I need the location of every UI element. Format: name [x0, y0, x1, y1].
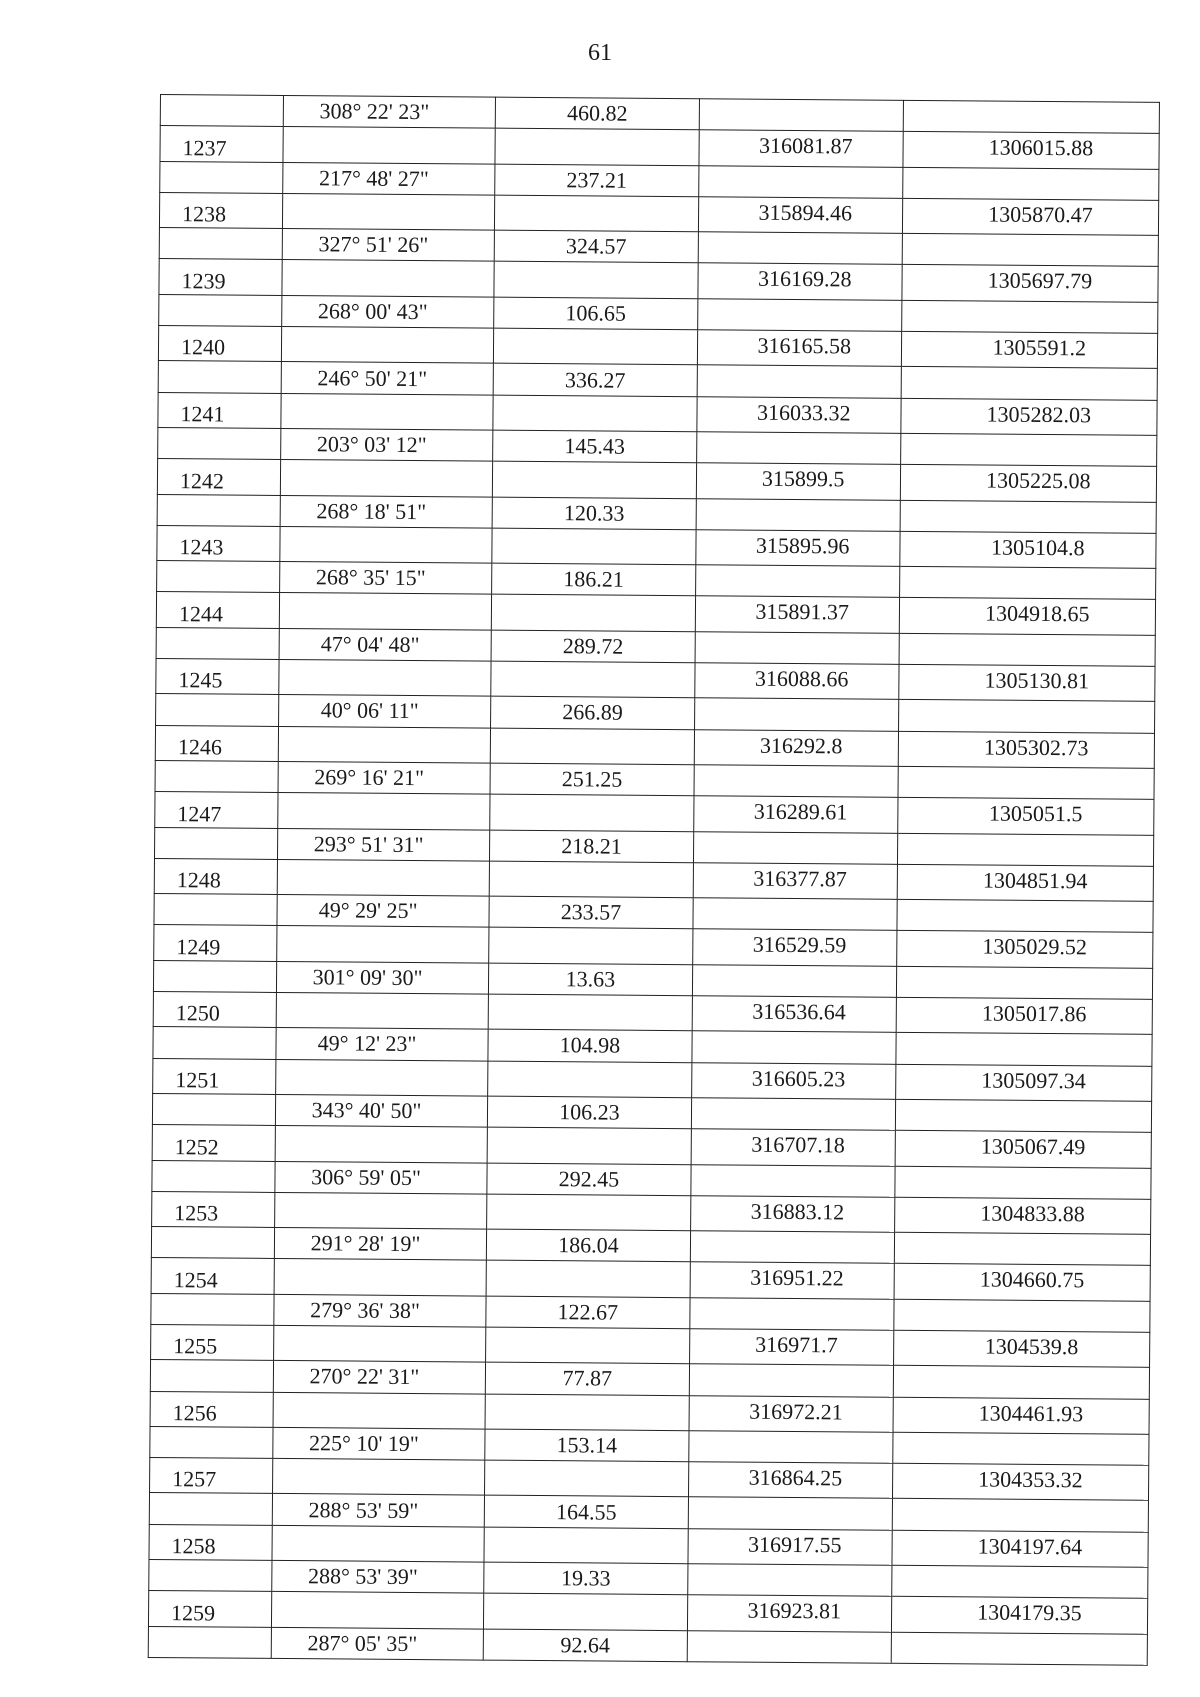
- point-id-cell: 1254: [151, 1258, 274, 1294]
- easting-cell: 1304851.94: [897, 864, 1154, 901]
- bearing-cell: 291° 28' 19": [274, 1228, 486, 1261]
- distance-cell: 164.55: [484, 1496, 688, 1529]
- northing-cell: 316169.28: [698, 263, 902, 300]
- empty-cell: [687, 1630, 891, 1663]
- easting-cell: 1305130.81: [898, 664, 1155, 701]
- point-id-cell: 1247: [155, 792, 278, 828]
- bearing-cell: 225° 10' 19": [273, 1427, 485, 1460]
- empty-cell: [691, 1164, 895, 1197]
- empty-cell: [697, 299, 901, 332]
- bearing-cell: 301° 09' 30": [277, 961, 489, 994]
- empty-cell: [697, 365, 901, 398]
- empty-cell: [278, 793, 490, 830]
- empty-cell: [150, 1360, 273, 1392]
- empty-cell: [279, 660, 491, 697]
- point-id-cell: 1256: [150, 1391, 273, 1427]
- northing-cell: 316033.32: [697, 396, 901, 433]
- distance-cell: 13.63: [488, 963, 692, 996]
- distance-cell: 120.33: [492, 497, 696, 530]
- empty-cell: [695, 631, 899, 664]
- empty-cell: [896, 1033, 1153, 1066]
- northing-cell: 316951.22: [690, 1262, 894, 1299]
- empty-cell: [277, 859, 489, 896]
- empty-cell: [156, 694, 279, 726]
- easting-cell: 1304461.93: [893, 1397, 1150, 1434]
- empty-cell: [690, 1231, 894, 1264]
- empty-cell: [891, 1565, 1148, 1598]
- empty-cell: [693, 898, 897, 931]
- distance-cell: 19.33: [484, 1562, 688, 1595]
- point-id-cell: 1240: [158, 326, 281, 362]
- empty-cell: [148, 1626, 271, 1658]
- empty-cell: [694, 765, 898, 798]
- northing-cell: 316165.58: [697, 330, 901, 367]
- distance-cell: 104.98: [488, 1029, 692, 1062]
- empty-cell: [275, 1192, 487, 1229]
- empty-cell: [283, 127, 495, 164]
- northing-cell: 316536.64: [692, 996, 896, 1033]
- empty-cell: [158, 361, 281, 393]
- point-id-cell: 1239: [159, 259, 282, 295]
- bearing-cell: 287° 05' 35": [271, 1627, 483, 1660]
- empty-cell: [274, 1259, 486, 1296]
- point-id-cell: 1241: [158, 392, 281, 428]
- empty-cell: [159, 294, 282, 326]
- bearing-cell: 246° 50' 21": [281, 362, 493, 395]
- easting-cell: 1304353.32: [892, 1463, 1149, 1500]
- bearing-cell: 49° 29' 25": [277, 895, 489, 928]
- northing-cell: 316971.7: [689, 1329, 893, 1366]
- easting-cell: 1305067.49: [895, 1131, 1152, 1168]
- empty-cell: [151, 1293, 274, 1325]
- empty-cell: [278, 726, 490, 763]
- empty-cell: [691, 1098, 895, 1131]
- distance-cell: 153.14: [485, 1429, 689, 1462]
- distance-cell: 324.57: [494, 230, 698, 263]
- page-number: 61: [588, 40, 612, 66]
- easting-cell: 1305097.34: [895, 1064, 1152, 1101]
- empty-cell: [902, 234, 1159, 267]
- northing-cell: 316088.66: [695, 663, 899, 700]
- empty-cell: [488, 994, 692, 1031]
- empty-cell: [157, 494, 280, 526]
- empty-cell: [272, 1525, 484, 1562]
- empty-cell: [282, 260, 494, 297]
- bearing-cell: 269° 16' 21": [278, 761, 490, 794]
- empty-cell: [696, 498, 900, 531]
- northing-cell: 316081.87: [699, 130, 903, 167]
- distance-cell: 292.45: [487, 1163, 691, 1196]
- empty-cell: [903, 100, 1160, 133]
- empty-cell: [489, 861, 693, 898]
- distance-cell: 218.21: [489, 830, 693, 863]
- empty-cell: [895, 1099, 1152, 1132]
- empty-cell: [153, 960, 276, 992]
- empty-cell: [483, 1593, 687, 1630]
- empty-cell: [274, 1325, 486, 1362]
- easting-cell: 1305029.52: [896, 931, 1153, 968]
- easting-cell: 1304660.75: [894, 1264, 1151, 1301]
- empty-cell: [485, 1460, 689, 1497]
- distance-cell: 186.04: [486, 1229, 690, 1262]
- point-id-cell: 1259: [148, 1591, 271, 1627]
- empty-cell: [487, 1127, 691, 1164]
- empty-cell: [898, 700, 1155, 733]
- distance-cell: 266.89: [491, 696, 695, 729]
- easting-cell: 1305591.2: [901, 331, 1158, 368]
- empty-cell: [277, 926, 489, 963]
- empty-cell: [695, 565, 899, 598]
- empty-cell: [280, 526, 492, 563]
- point-id-cell: 1237: [160, 126, 283, 162]
- empty-cell: [156, 627, 279, 659]
- northing-cell: 315894.46: [698, 197, 902, 234]
- empty-cell: [273, 1392, 485, 1429]
- distance-cell: 289.72: [491, 630, 695, 663]
- empty-cell: [152, 1093, 275, 1125]
- northing-cell: 316289.61: [694, 796, 898, 833]
- bearing-cell: 47° 04' 48": [279, 628, 491, 661]
- northing-cell: 316917.55: [688, 1528, 892, 1565]
- easting-cell: 1305302.73: [898, 731, 1155, 768]
- empty-cell: [492, 528, 696, 565]
- empty-cell: [488, 1061, 692, 1098]
- empty-cell: [900, 433, 1157, 466]
- northing-cell: 315899.5: [696, 463, 900, 500]
- empty-cell: [902, 167, 1159, 200]
- northing-cell: 316707.18: [691, 1129, 895, 1166]
- point-id-cell: 1244: [156, 592, 279, 628]
- empty-cell: [160, 95, 283, 127]
- empty-cell: [490, 794, 694, 831]
- point-id-cell: 1245: [156, 659, 279, 695]
- empty-cell: [892, 1432, 1149, 1465]
- distance-cell: 145.43: [493, 430, 697, 463]
- bearing-cell: 268° 35' 15": [280, 562, 492, 595]
- empty-cell: [492, 461, 696, 498]
- bearing-cell: 40° 06' 11": [279, 695, 491, 728]
- bearing-cell: 270° 22' 31": [273, 1361, 485, 1394]
- empty-cell: [898, 766, 1155, 799]
- bearing-cell: 268° 00' 43": [282, 295, 494, 328]
- easting-cell: 1305104.8: [899, 531, 1156, 568]
- point-id-cell: 1258: [149, 1524, 272, 1560]
- empty-cell: [275, 1126, 487, 1163]
- empty-cell: [699, 165, 903, 198]
- bearing-cell: 203° 03' 12": [281, 428, 493, 461]
- distance-cell: 122.67: [486, 1296, 690, 1329]
- empty-cell: [281, 393, 493, 430]
- empty-cell: [486, 1327, 690, 1364]
- empty-cell: [494, 195, 698, 232]
- empty-cell: [279, 593, 491, 630]
- empty-cell: [896, 966, 1153, 999]
- point-id-cell: 1253: [152, 1191, 275, 1227]
- bearing-cell: 279° 36' 38": [274, 1294, 486, 1327]
- empty-cell: [490, 728, 694, 765]
- northing-cell: 316377.87: [693, 863, 897, 900]
- empty-cell: [895, 1166, 1152, 1199]
- northing-cell: 316923.81: [687, 1595, 891, 1632]
- empty-cell: [692, 964, 896, 997]
- easting-cell: 1304197.64: [892, 1530, 1149, 1567]
- empty-cell: [157, 561, 280, 593]
- empty-cell: [693, 831, 897, 864]
- empty-cell: [154, 894, 277, 926]
- point-id-cell: 1242: [157, 459, 280, 495]
- empty-cell: [280, 460, 492, 497]
- easting-cell: 1305697.79: [902, 265, 1159, 302]
- easting-cell: 1304179.35: [891, 1597, 1148, 1634]
- empty-cell: [892, 1499, 1149, 1532]
- empty-cell: [690, 1297, 894, 1330]
- empty-cell: [901, 300, 1158, 333]
- empty-cell: [151, 1227, 274, 1259]
- distance-cell: 106.65: [494, 297, 698, 330]
- distance-cell: 233.57: [489, 896, 693, 929]
- distance-cell: 460.82: [495, 97, 699, 130]
- empty-cell: [689, 1431, 893, 1464]
- point-id-cell: 1250: [153, 991, 276, 1027]
- empty-cell: [688, 1497, 892, 1530]
- empty-cell: [491, 661, 695, 698]
- bearing-cell: 217° 48' 27": [283, 162, 495, 195]
- empty-cell: [487, 1194, 691, 1231]
- empty-cell: [281, 327, 493, 364]
- point-id-cell: 1252: [152, 1125, 275, 1161]
- empty-cell: [273, 1459, 485, 1496]
- bearing-cell: 288° 53' 39": [272, 1560, 484, 1593]
- easting-cell: 1305225.08: [900, 465, 1157, 502]
- empty-cell: [149, 1493, 272, 1525]
- point-id-cell: 1248: [154, 858, 277, 894]
- easting-cell: 1305282.03: [901, 398, 1158, 435]
- distance-cell: 336.27: [493, 364, 697, 397]
- point-id-cell: 1251: [153, 1058, 276, 1094]
- easting-cell: 1304833.88: [894, 1197, 1151, 1234]
- empty-cell: [149, 1560, 272, 1592]
- empty-cell: [893, 1299, 1150, 1332]
- empty-cell: [893, 1366, 1150, 1399]
- point-id-cell: 1243: [157, 525, 280, 561]
- empty-cell: [489, 928, 693, 965]
- easting-cell: 1305017.86: [896, 997, 1153, 1034]
- point-id-cell: 1257: [150, 1458, 273, 1494]
- empty-cell: [899, 633, 1156, 666]
- empty-cell: [276, 1059, 488, 1096]
- distance-cell: 77.87: [485, 1362, 689, 1395]
- empty-cell: [150, 1426, 273, 1458]
- empty-cell: [494, 262, 698, 299]
- empty-cell: [894, 1232, 1151, 1265]
- empty-cell: [696, 432, 900, 465]
- empty-cell: [159, 228, 282, 260]
- northing-cell: 316292.8: [694, 729, 898, 766]
- empty-cell: [495, 128, 699, 165]
- bearing-cell: 268° 18' 51": [280, 495, 492, 528]
- easting-cell: 1305051.5: [897, 798, 1154, 835]
- empty-cell: [694, 698, 898, 731]
- empty-cell: [901, 367, 1158, 400]
- empty-cell: [692, 1031, 896, 1064]
- easting-cell: 1304918.65: [899, 598, 1156, 635]
- bearing-cell: 327° 51' 26": [282, 229, 494, 262]
- empty-cell: [493, 328, 697, 365]
- leg-row: [148, 1626, 1147, 1665]
- bearing-cell: 306° 59' 05": [275, 1161, 487, 1194]
- empty-cell: [152, 1160, 275, 1192]
- empty-cell: [158, 427, 281, 459]
- easting-cell: 1305870.47: [902, 198, 1159, 235]
- empty-cell: [272, 1592, 484, 1629]
- empty-cell: [154, 827, 277, 859]
- empty-cell: [153, 1027, 276, 1059]
- easting-cell: 1306015.88: [903, 132, 1160, 169]
- distance-cell: 237.21: [495, 164, 699, 197]
- empty-cell: [689, 1364, 893, 1397]
- northing-cell: 315891.37: [695, 596, 899, 633]
- bearing-cell: 343° 40' 50": [275, 1094, 487, 1127]
- empty-cell: [897, 833, 1154, 866]
- survey-coordinates-table: [148, 94, 1160, 1666]
- empty-cell: [688, 1564, 892, 1597]
- northing-cell: 316883.12: [690, 1195, 894, 1232]
- empty-cell: [155, 760, 278, 792]
- easting-cell: 1304539.8: [893, 1330, 1150, 1367]
- empty-cell: [699, 99, 903, 132]
- point-id-cell: 1246: [155, 725, 278, 761]
- northing-cell: 316972.21: [689, 1395, 893, 1432]
- empty-cell: [900, 500, 1157, 533]
- empty-cell: [899, 566, 1156, 599]
- point-id-cell: 1249: [154, 925, 277, 961]
- empty-cell: [897, 899, 1154, 932]
- empty-cell: [160, 161, 283, 193]
- empty-cell: [283, 193, 495, 230]
- table-body: [148, 95, 1159, 1666]
- empty-cell: [486, 1260, 690, 1297]
- northing-cell: 315895.96: [696, 530, 900, 567]
- empty-cell: [698, 232, 902, 265]
- point-id-cell: 1255: [151, 1324, 274, 1360]
- distance-cell: 186.21: [492, 563, 696, 596]
- northing-cell: 316605.23: [691, 1062, 895, 1099]
- empty-cell: [485, 1394, 689, 1431]
- northing-cell: 316529.59: [693, 929, 897, 966]
- bearing-cell: 308° 22' 23": [283, 95, 495, 128]
- empty-cell: [493, 395, 697, 432]
- point-id-cell: 1238: [159, 192, 282, 228]
- bearing-cell: 49° 12' 23": [276, 1028, 488, 1061]
- empty-cell: [484, 1527, 688, 1564]
- distance-cell: 251.25: [490, 763, 694, 796]
- empty-cell: [891, 1632, 1148, 1665]
- distance-cell: 106.23: [487, 1096, 691, 1129]
- bearing-cell: 288° 53' 59": [272, 1494, 484, 1527]
- distance-cell: 92.64: [483, 1629, 687, 1662]
- empty-cell: [491, 595, 695, 632]
- northing-cell: 316864.25: [688, 1462, 892, 1499]
- bearing-cell: 293° 51' 31": [278, 828, 490, 861]
- empty-cell: [276, 992, 488, 1029]
